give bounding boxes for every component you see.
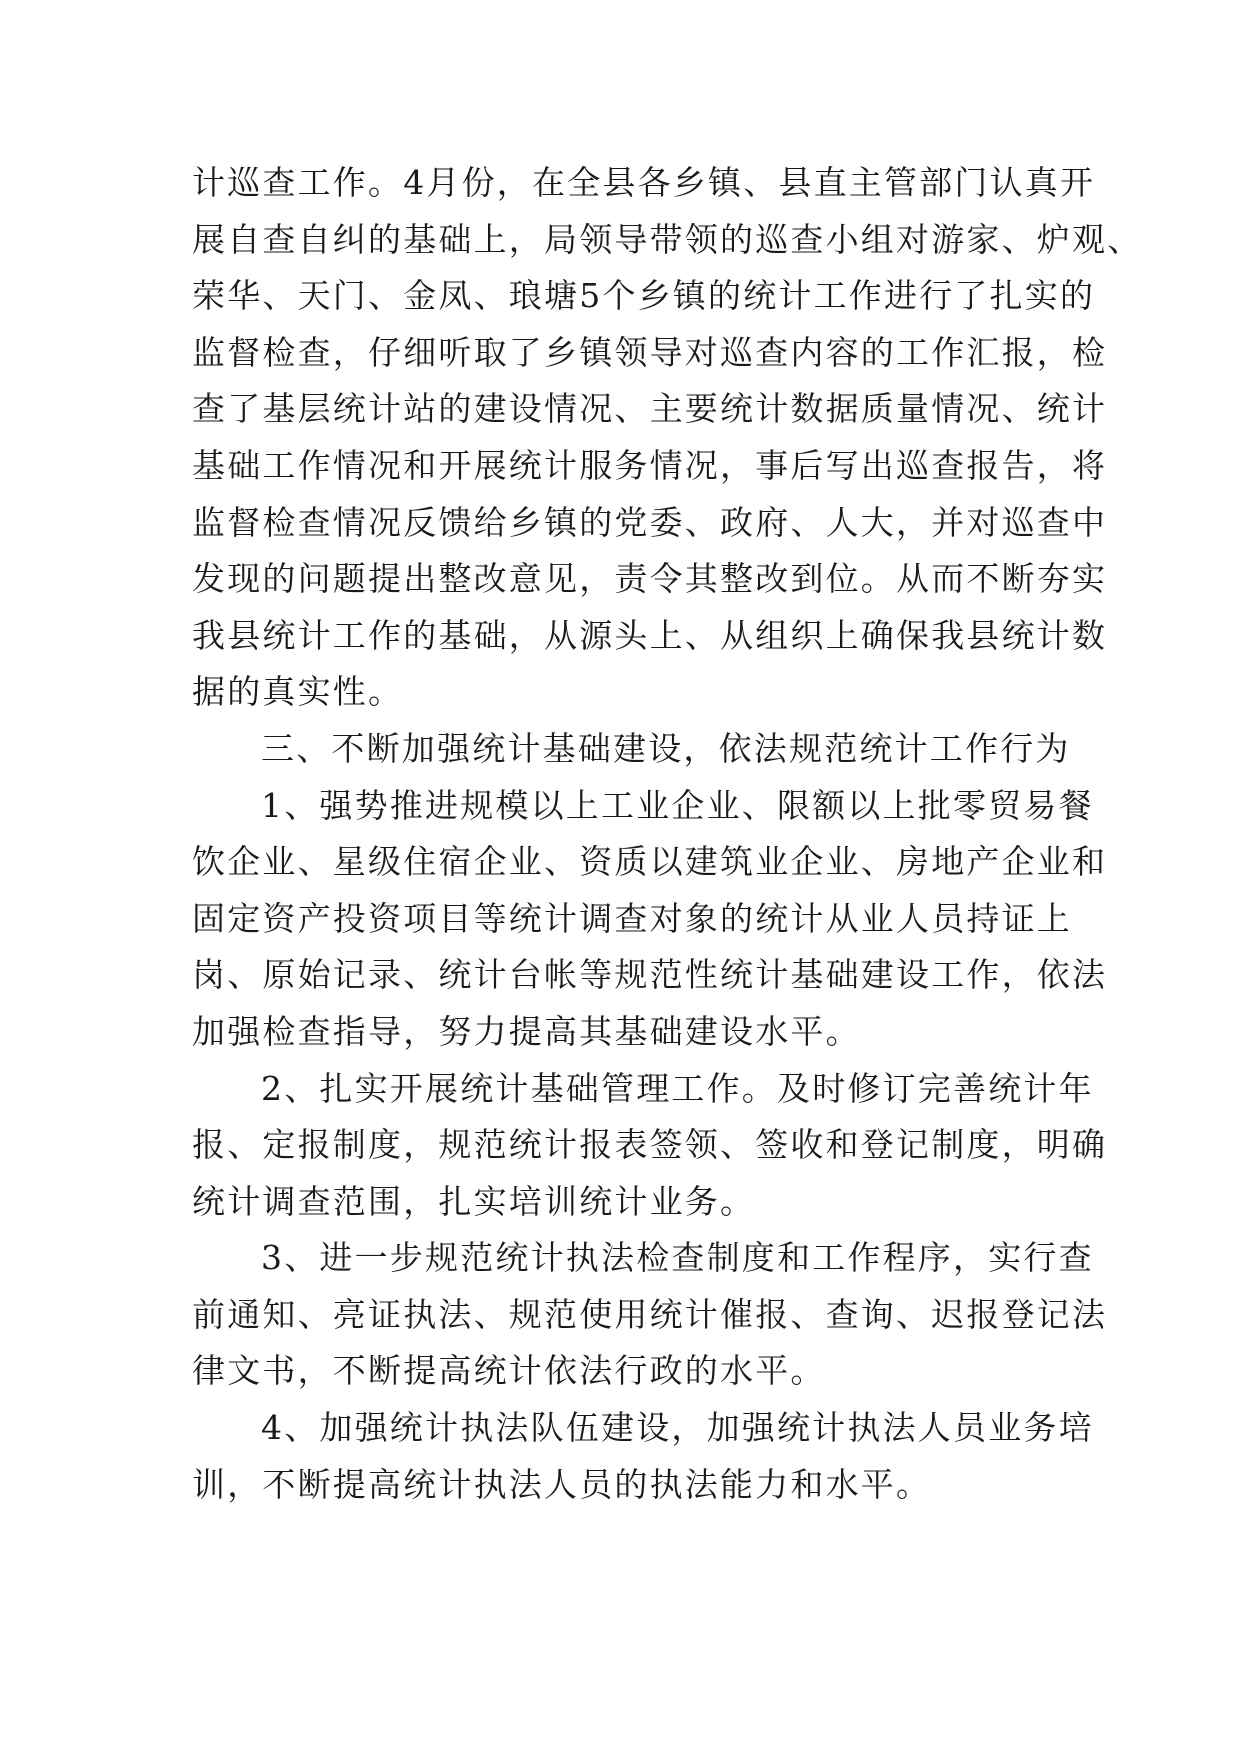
text-line: 统计调查范围，扎实培训统计业务。 xyxy=(192,1181,756,1221)
text-line: 3、进一步规范统计执法检查制度和工作程序，实行查 xyxy=(261,1238,1094,1278)
text-line: 荣华、天门、金凤、琅塘5个乡镇的统计工作进行了扎实的 xyxy=(192,276,1096,316)
text-line: 基础工作情况和开展统计服务情况，事后写出巡查报告，将 xyxy=(192,445,1108,485)
text-line: 前通知、亮证执法、规范使用统计催报、查询、迟报登记法 xyxy=(192,1294,1108,1334)
text-line: 监督检查情况反馈给乡镇的党委、政府、人大，并对巡查中 xyxy=(192,502,1108,542)
text-line: 固定资产投资项目等统计调查对象的统计从业人员持证上 xyxy=(192,898,1072,938)
text-line: 2、扎实开展统计基础管理工作。及时修订完善统计年 xyxy=(261,1068,1094,1108)
text-line: 加强检查指导，努力提高其基础建设水平。 xyxy=(192,1011,861,1051)
text-line: 律文书，不断提高统计依法行政的水平。 xyxy=(192,1351,826,1391)
text-line: 报、定报制度，规范统计报表签领、签收和登记制度，明确 xyxy=(192,1125,1108,1165)
text-line: 4、加强统计执法队伍建设，加强统计执法人员业务培 xyxy=(261,1408,1094,1448)
document-body xyxy=(192,155,1143,1513)
text-line: 计巡查工作。4月份，在全县各乡镇、县直主管部门认真开 xyxy=(192,163,1096,202)
text-line: 据的真实性。 xyxy=(192,672,404,712)
text-line: 1、强势推进规模以上工业企业、限额以上批零贸易餐 xyxy=(261,785,1094,825)
text-line: 岗、原始记录、统计台帐等规范性统计基础建设工作，依法 xyxy=(192,955,1108,995)
text-line: 展自查自纠的基础上，局领导带领的巡查小组对游家、炉观、 xyxy=(192,219,1143,259)
text-line: 训，不断提高统计执法人员的执法能力和水平。 xyxy=(192,1464,932,1504)
text-line: 饮企业、星级住宿企业、资质以建筑业企业、房地产企业和 xyxy=(192,842,1108,882)
section-heading: 三、不断加强统计基础建设，依法规范统计工作行为 xyxy=(261,728,1071,768)
text-line: 监督检查，仔细听取了乡镇领导对巡查内容的工作汇报，检 xyxy=(192,332,1108,372)
text-line: 发现的问题提出整改意见，责令其整改到位。从而不断夯实 xyxy=(192,559,1108,599)
text-line: 查了基层统计站的建设情况、主要统计数据质量情况、统计 xyxy=(192,389,1108,429)
text-line: 我县统计工作的基础，从源头上、从组织上确保我县统计数 xyxy=(192,615,1108,655)
